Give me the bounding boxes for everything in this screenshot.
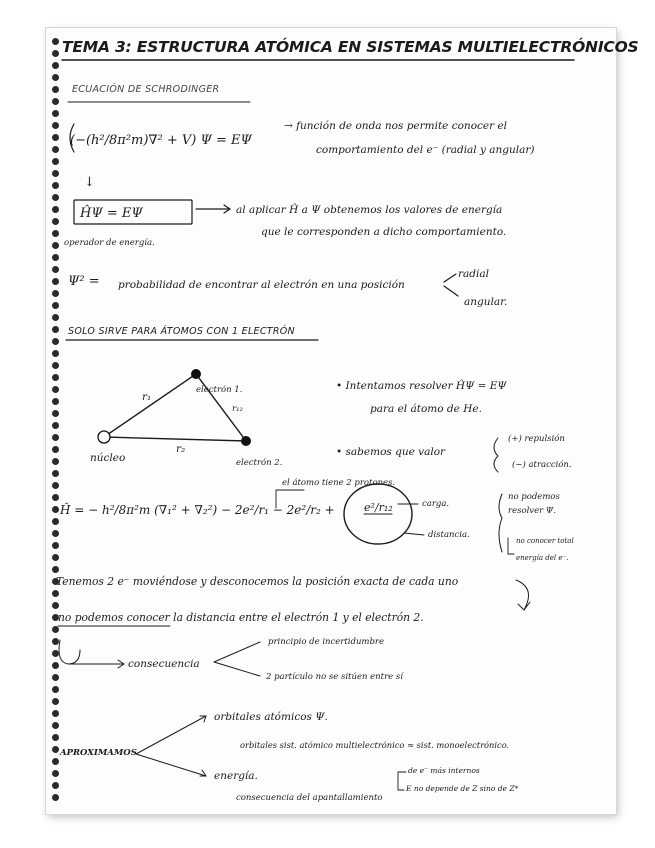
- uncertainty-principle: principio de incertidumbre: [268, 637, 385, 647]
- interelectron-term: e²/r₁₂: [364, 501, 393, 514]
- binding-hole: [52, 530, 59, 537]
- particles-position: 2 partículo no se sitúen entre sí: [266, 672, 403, 682]
- probability-text: probabilidad de encontrar al electrón en una posición: [118, 279, 405, 291]
- binding-hole: [52, 170, 59, 177]
- r1-label: r₁: [142, 391, 152, 403]
- radial-label: radial: [458, 268, 489, 280]
- note-two-protons: el átomo tiene 2 protones.: [282, 478, 396, 488]
- binding-hole: [52, 554, 59, 561]
- binding-hole: [52, 722, 59, 729]
- attraction-label: (−) atracción.: [512, 460, 572, 470]
- binding-hole: [52, 434, 59, 441]
- binding-hole: [52, 782, 59, 789]
- binding-hole: [52, 650, 59, 657]
- operator-label: operador de energía.: [64, 238, 155, 248]
- nucleus-label: núcleo: [90, 452, 126, 464]
- binding-hole: [52, 278, 59, 285]
- binding-hole: [52, 398, 59, 405]
- cannot-line1: no podemos: [508, 492, 560, 502]
- multielectron-orbitals: orbitales sist. atómico multielectrónico ≈ sist. monoelectrónico.: [240, 740, 510, 750]
- binding-hole: [52, 230, 59, 237]
- binding-hole: [52, 194, 59, 201]
- binding-hole: [52, 638, 59, 645]
- binding-hole: [52, 374, 59, 381]
- binding-hole: [52, 38, 59, 45]
- electron1-label: electrón 1.: [196, 385, 243, 395]
- binding-hole: [52, 446, 59, 453]
- binding-hole: [52, 50, 59, 57]
- binding-hole: [52, 302, 59, 309]
- binding-hole: [52, 794, 59, 801]
- bullet-value: • sabemos que valor: [336, 446, 446, 458]
- approximate-label: APROXIMAMOS: [60, 748, 137, 758]
- binding-hole: [52, 590, 59, 597]
- r12-label: r₁₂: [232, 404, 243, 414]
- binding-hole: [52, 518, 59, 525]
- binding-hole: [52, 182, 59, 189]
- eq2-note-line1: al aplicar Ĥ a Ψ obtenemos los valores de energía: [236, 204, 503, 216]
- hamiltonian-equation: ĤΨ = EΨ: [80, 206, 143, 221]
- notebook-page: [46, 28, 639, 814]
- binding-hole: [52, 386, 59, 393]
- angular-label: angular.: [464, 296, 508, 308]
- inner-electrons-note: de e⁻ más internos: [408, 766, 480, 775]
- binding-hole: [52, 74, 59, 81]
- binding-hole: [52, 158, 59, 165]
- binding-hole: [52, 422, 59, 429]
- down-arrow: ↓: [84, 175, 95, 190]
- charge-label: carga.: [422, 499, 450, 509]
- binding-hole: [52, 98, 59, 105]
- distance-label: distancia.: [428, 530, 470, 540]
- bullet-he-line2: para el átomo de He.: [370, 403, 482, 415]
- binding-hole: [52, 254, 59, 261]
- repulsion-label: (+) repulsión: [508, 434, 565, 444]
- schrodinger-equation: (−(h²/8π²m)∇² + V) Ψ = EΨ: [70, 133, 252, 148]
- binding-hole: [52, 362, 59, 369]
- binding-hole: [52, 758, 59, 765]
- binding-hole: [52, 266, 59, 273]
- page-title: TEMA 3: ESTRUCTURA ATÓMICA EN SISTEMAS MULTIELECTRÓNICOS: [62, 38, 639, 56]
- binding-hole: [52, 146, 59, 153]
- binding-hole: [52, 710, 59, 717]
- eq1-note-line2: comportamiento del e⁻ (radial y angular): [316, 144, 535, 156]
- binding-hole: [52, 470, 59, 477]
- binding-hole: [52, 410, 59, 417]
- binding-hole: [52, 542, 59, 549]
- binding-hole: [52, 242, 59, 249]
- r2-label: r₂: [176, 443, 186, 455]
- eq2-note-line2: que le corresponden a dicho comportamiento.: [261, 226, 507, 238]
- binding-hole: [52, 206, 59, 213]
- binding-hole: [52, 350, 59, 357]
- effective-z-note: E no depende de Z sino de Z*: [406, 784, 519, 793]
- binding-hole: [52, 122, 59, 129]
- section-heading-schrodinger: ECUACIÓN DE SCHRODINGER: [72, 84, 220, 95]
- binding-hole: [52, 86, 59, 93]
- cannot-line4: energía del e⁻.: [516, 554, 569, 562]
- consequence-label: consecuencia: [128, 658, 200, 670]
- psi-squared-label: Ψ² =: [68, 274, 100, 289]
- binding-hole: [52, 290, 59, 297]
- binding-hole: [52, 746, 59, 753]
- binding-hole: [52, 494, 59, 501]
- cannot-line2: resolver Ψ.: [508, 506, 557, 516]
- binding-hole: [52, 566, 59, 573]
- binding-hole: [52, 698, 59, 705]
- binding-hole: [52, 506, 59, 513]
- binding-hole: [52, 134, 59, 141]
- two-electrons-line: Tenemos 2 e⁻ moviéndose y desconocemos la posición exacta de cada uno: [56, 575, 459, 588]
- section-heading-one-electron: SOLO SIRVE PARA ÁTOMOS CON 1 ELECTRÓN: [68, 326, 295, 337]
- cannot-know-line: no podemos conocer la distancia entre el electrón 1 y el electrón 2.: [58, 611, 424, 624]
- binding-hole: [52, 770, 59, 777]
- binding-hole: [52, 326, 59, 333]
- eq1-note-line1: → función de onda nos permite conocer el: [284, 120, 508, 132]
- binding-hole: [52, 686, 59, 693]
- bullet-he-text: Intentamos resolver ĤΨ = EΨ: [345, 380, 507, 392]
- bullet-he-line1: • Intentamos resolver ĤΨ = EΨ: [336, 380, 507, 392]
- binding-hole: [52, 482, 59, 489]
- energy-label: energía.: [214, 770, 258, 782]
- binding-hole: [52, 110, 59, 117]
- binding-hole: [52, 674, 59, 681]
- binding-hole: [52, 314, 59, 321]
- helium-hamiltonian: Ĥ = − h²/8π²m (∇₁² + ∇₂²) − 2e²/r₁ − 2e²/r₂ +: [60, 503, 335, 517]
- atomic-orbitals: orbitales atómicos Ψ.: [214, 711, 328, 723]
- electron2-label: electrón 2.: [236, 458, 283, 468]
- binding-hole: [52, 662, 59, 669]
- binding-hole: [52, 626, 59, 633]
- bullet-value-text: sabemos que valor: [345, 446, 446, 458]
- binding-hole: [52, 458, 59, 465]
- binding-hole: [52, 602, 59, 609]
- binding-hole: [52, 734, 59, 741]
- binding-hole: [52, 218, 59, 225]
- binding-holes: [52, 38, 62, 810]
- binding-hole: [52, 338, 59, 345]
- binding-hole: [52, 62, 59, 69]
- screening-consequence: consecuencia del apantallamiento: [236, 793, 383, 803]
- cannot-line3: no conocer total: [516, 537, 574, 545]
